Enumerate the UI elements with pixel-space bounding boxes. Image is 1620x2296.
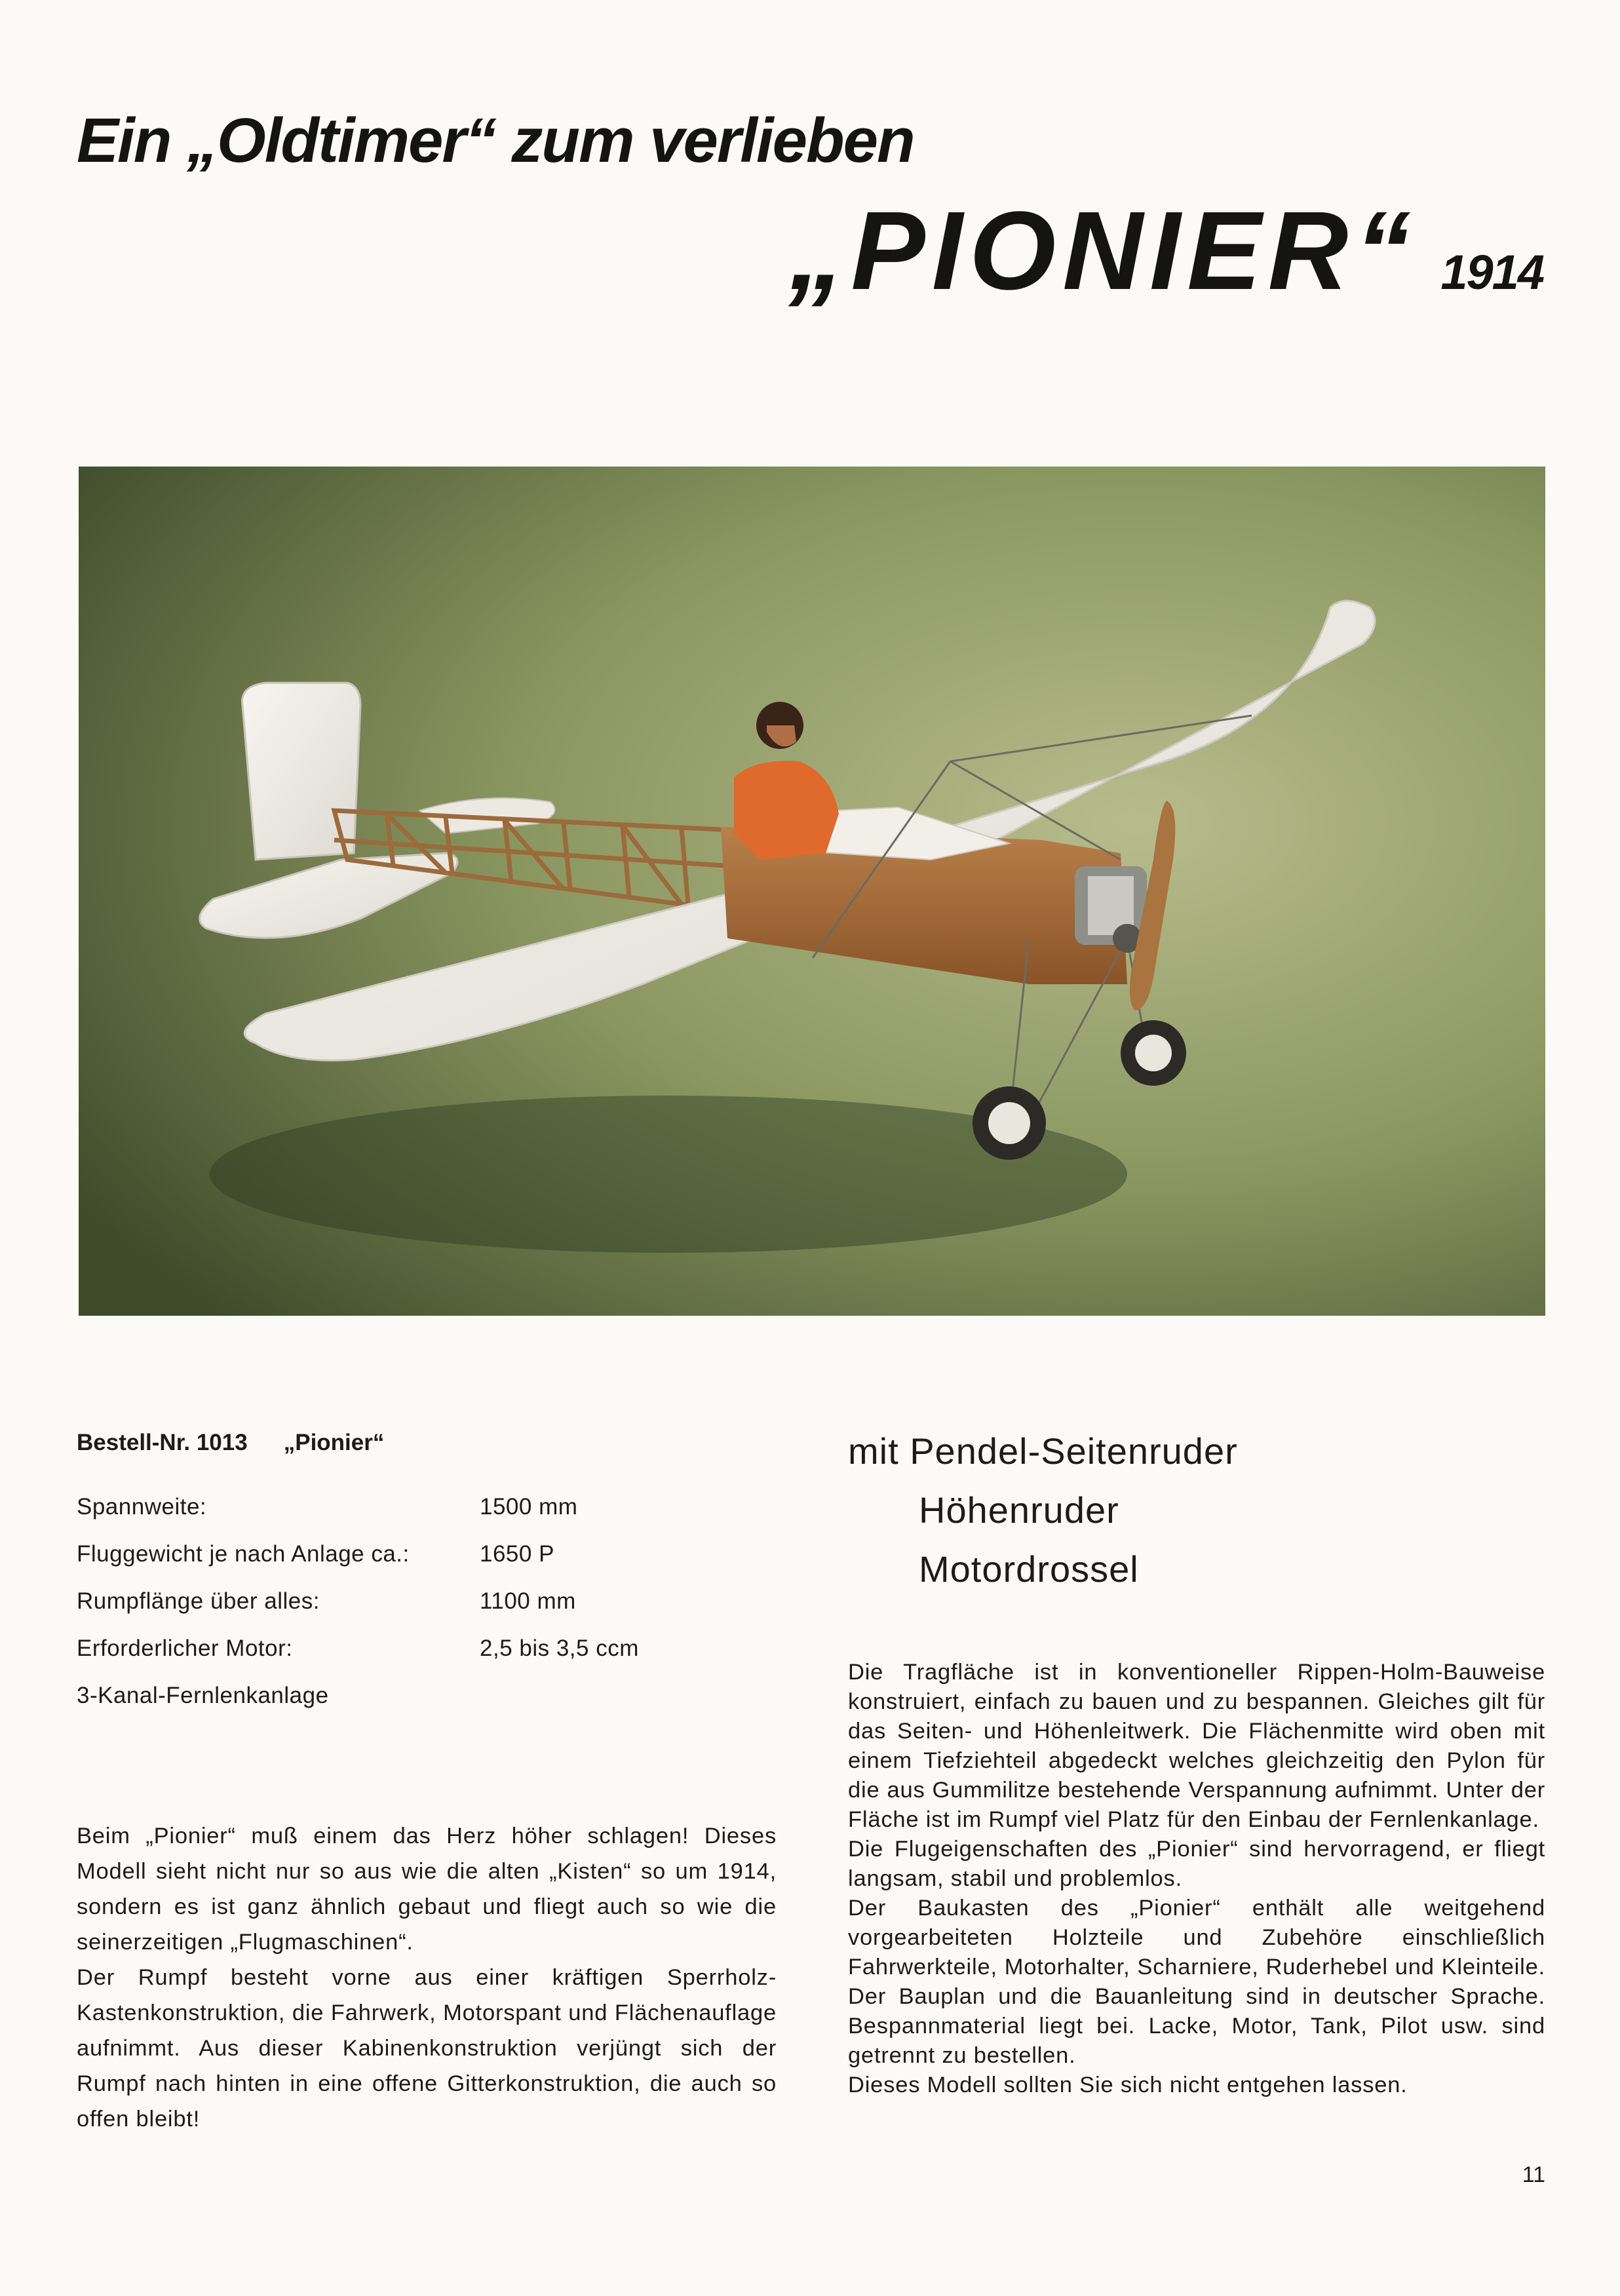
spec-value: 1500 mm bbox=[480, 1494, 578, 1520]
feature-item: Höhenruder bbox=[919, 1489, 1119, 1531]
model-year: 1914 bbox=[1440, 245, 1543, 299]
spec-label: Erforderlicher Motor: bbox=[77, 1636, 293, 1661]
paragraph: Die Flugeigenschaften des „Pionier“ sind hervorragend, er fliegt langsam, stabil und problemlos. bbox=[848, 1837, 1545, 1891]
paragraph: Beim „Pionier“ muß einem das Herz höher schlagen! Dieses Modell sieht nicht nur so aus wie die alten „Kisten“ so um 1914, sondern es ist ganz ähnlich gebaut und fliegt auch so wie die seinerzeitigen „Flugmaschinen“. bbox=[77, 1824, 777, 1955]
spec-label: Spannweite: bbox=[77, 1494, 207, 1520]
feature-list bbox=[848, 1422, 1238, 1599]
paragraph: Die Tragfläche ist in konventioneller Rippen-Holm-Bauweise konstruiert, einfach zu bauen und zu bespannen. Gleiches gilt für das Seiten- und Höhenleitwerk. Die Flächenmitte wird oben mit einem Tiefziehteil abgedeckt welches gleichzeitig den Pylon für die aus Gummilitze bestehende Verspannung aufnimmt. Unter der Fläche ist im Rumpf viel Platz für den Einbau der Fernlenkanlage. bbox=[848, 1660, 1545, 1832]
spec-row bbox=[77, 1588, 798, 1636]
feature-item: mit Pendel-Seitenruder bbox=[848, 1430, 1238, 1472]
airplane-photo bbox=[79, 467, 1545, 1316]
spec-table bbox=[77, 1494, 798, 1730]
spec-label: Fluggewicht je nach Anlage ca.: bbox=[77, 1541, 410, 1567]
order-model-name: „Pionier“ bbox=[283, 1430, 385, 1455]
spec-value: 2,5 bis 3,5 ccm bbox=[480, 1636, 639, 1661]
spec-row bbox=[77, 1541, 798, 1588]
feature-item: Motordrossel bbox=[919, 1548, 1139, 1590]
headline: Ein „Oldtimer“ zum verlieben bbox=[77, 105, 914, 176]
spec-label: Rumpflänge über alles: bbox=[77, 1588, 320, 1614]
spec-row bbox=[77, 1494, 798, 1541]
paragraph: Dieses Modell sollten Sie sich nicht entgehen lassen. bbox=[848, 2073, 1408, 2097]
spec-value: 1650 P bbox=[480, 1541, 554, 1567]
order-number bbox=[77, 1430, 384, 1456]
paragraph: Der Baukasten des „Pionier“ enthält alle weitgehend vorgearbeiteten Holzteile und Zubehöre einschließlich Fahrwerkteile, Motorhalter, Scharniere, Ruderhebel und Kleinteile. Der Bauplan und die Bauanleitung sind in deutscher Sprache. Bespannmaterial liegt bei. Lacke, Motor, Tank, Pilot usw. sind getrennt zu bestellen. bbox=[848, 1896, 1545, 2068]
rudder bbox=[242, 683, 360, 860]
paragraph: Der Rumpf besteht vorne aus einer kräftigen Sperrholz-Kastenkonstruktion, die Fahrwerk, Motorspant und Flächenauflage aufnimmt. Aus dieser Kabinenkonstruktion verjüngt sich der Rumpf nach hinten in eine offene Gitterkonstruktion, die auch so offen bleibt! bbox=[77, 1965, 777, 2132]
description-left bbox=[77, 1818, 777, 2137]
order-number-label: Bestell-Nr. 1013 bbox=[77, 1430, 248, 1455]
engine bbox=[1075, 866, 1147, 953]
page-number: 11 bbox=[1522, 2162, 1545, 2187]
model-title: „PIONIER“ bbox=[788, 189, 1418, 313]
description-right bbox=[848, 1658, 1545, 2100]
spec-label: 3-Kanal-Fernlenkanlage bbox=[77, 1683, 329, 1708]
title-row bbox=[788, 187, 1543, 315]
spec-row bbox=[77, 1683, 798, 1730]
spec-value: 1100 mm bbox=[480, 1588, 576, 1614]
spec-row bbox=[77, 1636, 798, 1683]
